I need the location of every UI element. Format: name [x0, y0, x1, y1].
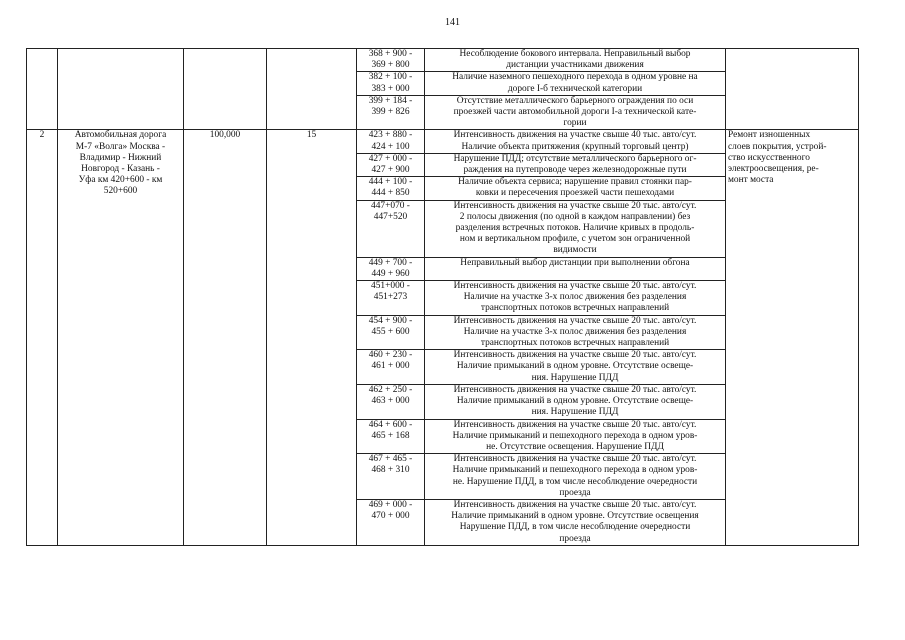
road-sections-table [26, 48, 859, 546]
km-range-line: 451+000 - [371, 281, 410, 292]
km-range-cell [357, 384, 425, 419]
km-range-line: 469 + 000 - [368, 499, 413, 510]
measures-cell [726, 130, 859, 545]
reason-line: Наличие на участке 3-х полос движения без разделения [463, 326, 687, 337]
km-range-line: 383 + 000 [371, 83, 410, 94]
reason-line: Интенсивность движения на участке свыше 20 тыс. авто/сут. [453, 384, 697, 395]
continuation-empty-cell [184, 49, 267, 130]
km-range-line: 468 + 310 [371, 465, 410, 476]
km-range-line: 460 + 230 - [368, 350, 413, 361]
reason-cell [425, 72, 726, 95]
km-range-line: 427 + 000 - [368, 153, 413, 164]
continuation-empty-cell [27, 49, 58, 130]
road-name-line: Владимир - Нижний [79, 152, 162, 163]
reason-line: проезда [559, 487, 591, 498]
km-range-line: 424 + 100 [371, 141, 410, 152]
reason-line: Интенсивность движения на участке свыше 20 тыс. авто/сут. [453, 499, 697, 510]
km-range-line: 444 + 100 - [368, 177, 413, 188]
km-range-cell [357, 72, 425, 95]
reason-line: Интенсивность движения на участке свыше 20 тыс. авто/сут. [453, 454, 697, 465]
km-range-cell [357, 200, 425, 257]
km-range-line: 461 + 000 [371, 361, 410, 372]
km-range-cell [357, 315, 425, 350]
km-range-line: 444 + 850 [371, 188, 410, 199]
reason-line: разделения встречных потоков. Наличие кривых в продоль- [455, 223, 695, 234]
reason-line: раждения на путепроводе через железнодорожные пути [463, 165, 687, 176]
reason-line: Интенсивность движения на участке свыше 20 тыс. авто/сут. [453, 419, 697, 430]
km-range-cell [357, 281, 425, 316]
reason-line: дороге I-б технической категории [507, 83, 643, 94]
km-range-line: 369 + 800 [371, 60, 410, 71]
continuation-measures-cell [726, 49, 859, 130]
reason-line: Интенсивность движения на участке свыше 20 тыс. авто/сут. [453, 281, 697, 292]
reason-cell [425, 384, 726, 419]
reason-cell [425, 200, 726, 257]
reason-line: Интенсивность движения на участке свыше 20 тыс. авто/сут. [453, 200, 697, 211]
road-name-cell [58, 130, 184, 545]
continuation-empty-cell [267, 49, 357, 130]
km-range-line: 449 + 700 - [368, 257, 413, 268]
km-range-cell [357, 454, 425, 500]
reason-line: транспортных потоков встречных направлений [480, 338, 670, 349]
reason-line: Нарушение ПДД; отсутствие металлического барьерного ог- [453, 153, 697, 164]
reason-line: Нарушение ПДД, в том числе несоблюдение очередности [459, 522, 691, 533]
reason-line: транспортных потоков встречных направлений [480, 303, 670, 314]
count-cell: 15 [267, 130, 357, 545]
reason-line: Интенсивность движения на участке свыше 40 тыс. авто/сут. [453, 130, 697, 141]
reason-line: ния. Нарушение ПДД [531, 407, 619, 418]
reason-line: Наличие на участке 3-х полос движения без разделения [463, 292, 687, 303]
reason-line: ном и вертикальном профиле, с учетом зон ограниченной [459, 234, 691, 245]
row-number-cell: 2 [27, 130, 58, 545]
reason-line: Наличие примыканий в одном уровне. Отсутствие освеще- [456, 396, 694, 407]
km-range-cell [357, 49, 425, 72]
reason-cell [425, 281, 726, 316]
reason-cell [425, 49, 726, 72]
road-name-line: Новгород - Казань - [81, 164, 160, 175]
reason-cell [425, 350, 726, 385]
road-name-line: Уфа км 420+600 - км [78, 175, 163, 186]
table-body [27, 49, 859, 546]
km-range-line: 464 + 600 - [368, 419, 413, 430]
km-range-line: 399 + 184 - [368, 95, 413, 106]
measures-line: слоев покрытия, устрой- [728, 141, 827, 152]
reason-line: Интенсивность движения на участке свыше 20 тыс. авто/сут. [453, 350, 697, 361]
road-name-line: 520+600 [103, 186, 138, 197]
reason-line: Неправильный выбор дистанции при выполнении обгона [460, 257, 690, 268]
km-range-line: 467 + 465 - [368, 454, 413, 465]
reason-line: Наличие объекта притяжения (крупный торговый центр) [461, 141, 689, 152]
km-range-line: 451+273 [373, 292, 408, 303]
measures-line: монт моста [728, 175, 774, 186]
road-name-line: Автомобильная дорога [74, 130, 167, 141]
value-cell: 100,000 [184, 130, 267, 545]
measures-line: Ремонт изношенных [728, 130, 811, 141]
km-range-line: 399 + 826 [371, 107, 410, 118]
km-range-line: 465 + 168 [371, 430, 410, 441]
reason-line: не. Отсутствие освещения. Нарушение ПДД [486, 441, 664, 452]
km-range-cell [357, 350, 425, 385]
reason-line: Интенсивность движения на участке свыше 20 тыс. авто/сут. [453, 315, 697, 326]
km-range-cell [357, 419, 425, 454]
km-range-line: 447+520 [373, 211, 408, 222]
km-range-line: 462 + 250 - [368, 384, 413, 395]
reason-line: Наличие объекта сервиса; нарушение правил стоянки пар- [458, 177, 692, 188]
reason-line: 2 полосы движения (по одной в каждом направлении) без [459, 211, 691, 222]
km-range-cell [357, 499, 425, 545]
km-range-cell [357, 153, 425, 176]
reason-line: Наличие примыканий в одном уровне. Отсутствие освещения [451, 511, 699, 522]
reason-cell [425, 177, 726, 200]
reason-cell [425, 257, 726, 280]
km-range-line: 455 + 600 [371, 326, 410, 337]
km-range-cell [357, 177, 425, 200]
reason-line: Наличие примыканий в одном уровне. Отсутствие освеще- [456, 361, 694, 372]
km-range-line: 368 + 900 - [368, 49, 413, 59]
reason-line: видимости [553, 245, 597, 256]
km-range-line: 449 + 960 [371, 268, 410, 279]
table-row [27, 130, 859, 153]
table-row [27, 49, 859, 72]
km-range-line: 382 + 100 - [368, 72, 413, 83]
reason-line: Наличие примыканий и пешеходного перехода в одном уров- [452, 430, 698, 441]
reason-cell [425, 315, 726, 350]
reason-line: не. Нарушение ПДД, в том числе несоблюдение очередности [452, 476, 698, 487]
km-range-line: 427 + 900 [371, 165, 410, 176]
reason-line: Наличие наземного пешеходного перехода в одном уровне на [452, 72, 698, 83]
continuation-empty-cell [58, 49, 184, 130]
measures-line: электроосвещения, ре- [728, 164, 819, 175]
reason-cell [425, 454, 726, 500]
reason-line: ковки и пересечения проезжей части пешеходами [475, 188, 675, 199]
reason-cell [425, 499, 726, 545]
reason-line: Несоблюдение бокового интервала. Неправильный выбор [459, 49, 691, 59]
reason-line: Отсутствие металлического барьерного ограждения по оси [456, 95, 694, 106]
road-name-line: М-7 «Волга» Москва - [75, 141, 166, 152]
reason-cell [425, 153, 726, 176]
reason-line: гории [563, 118, 587, 129]
km-range-line: 463 + 000 [371, 396, 410, 407]
reason-cell [425, 130, 726, 153]
km-range-cell [357, 95, 425, 130]
measures-line: ство искусственного [728, 152, 810, 163]
km-range-line: 447+070 - [371, 200, 410, 211]
reason-line: проезда [559, 533, 591, 544]
km-range-cell [357, 130, 425, 153]
km-range-line: 454 + 900 - [368, 315, 413, 326]
km-range-line: 470 + 000 [371, 511, 410, 522]
reason-line: ния. Нарушение ПДД [531, 372, 619, 383]
page-number: 141 [445, 17, 460, 28]
reason-line: проезжей части автомобильной дороги I-а технической кате- [453, 107, 697, 118]
reason-cell [425, 95, 726, 130]
reason-line: дистанции участниками движения [506, 60, 644, 71]
reason-line: Наличие примыканий и пешеходного перехода в одном уров- [452, 465, 698, 476]
km-range-line: 423 + 880 - [368, 130, 413, 141]
reason-cell [425, 419, 726, 454]
km-range-cell [357, 257, 425, 280]
